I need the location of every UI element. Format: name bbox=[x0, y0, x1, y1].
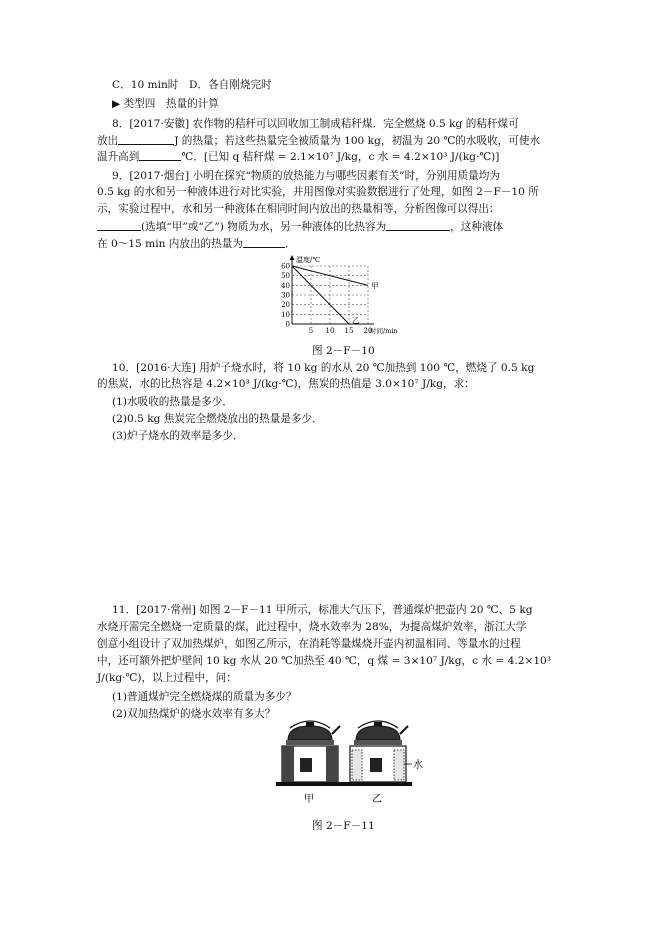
stove-right-icon bbox=[344, 746, 412, 786]
q9-line1: 9．[2017·烟台] 小明在探究“物质的放热能力与哪些因素有关”时，分别用质量均为 bbox=[112, 170, 500, 182]
kettle-right-icon bbox=[354, 721, 408, 745]
label-yi: 乙 bbox=[372, 794, 382, 805]
x-tick-label: 20 bbox=[363, 327, 373, 335]
y-tick-label: 20 bbox=[281, 301, 290, 310]
section-heading: ▶ 类型四 热量的计算 bbox=[112, 98, 219, 110]
q10-part2: (2)0.5 kg 焦炭完全燃烧放出的热量是多少． bbox=[112, 413, 323, 425]
answer-blank bbox=[97, 220, 141, 231]
water-label: 水 bbox=[413, 760, 423, 771]
q9-line5: 在 0～15 min 内放出的热量为 ． bbox=[97, 238, 296, 250]
temperature-time-chart bbox=[276, 254, 406, 336]
y-tick-label: 0 bbox=[285, 320, 290, 329]
x-tick-label: 10 bbox=[325, 327, 335, 335]
q10-line1: 10．[2016·大连] 用炉子烧水时，将 10 kg 的水从 20 ℃加热到 100 ℃，燃烧了 0.5 kg bbox=[112, 362, 535, 374]
y-axis-label: 温度/℃ bbox=[296, 256, 321, 264]
y-tick-label: 60 bbox=[281, 262, 290, 271]
q8-line1: 8．[2017·安徽] 农作物的秸秆可以回收加工制成秸秆煤．完全燃烧 0.5 kg 的秸秆煤可 bbox=[112, 118, 519, 130]
answer-blank bbox=[118, 134, 174, 145]
x-tick-label: 5 bbox=[308, 327, 314, 335]
y-tick-label: 30 bbox=[281, 291, 290, 300]
q11-line3: 创意小组设计了双加热煤炉，如图乙所示，在消耗等量煤烧开壶内初温相同、等量水的过程 bbox=[97, 638, 521, 650]
label-jia: 甲 bbox=[304, 794, 314, 805]
q11-part2: (2)双加热煤炉的烧水效率有多大？ bbox=[112, 708, 276, 720]
q9-line4: (选填“甲”或“乙”) 物质为水，另一种液体的比热容为 ，这种液体 bbox=[97, 220, 503, 234]
q10-part3: (3)炉子烧水的效率是多少． bbox=[112, 430, 244, 442]
figure-11-caption: 图 2－F－11 bbox=[312, 820, 375, 832]
x-tick-label: 15 bbox=[344, 327, 354, 335]
y-tick-label: 10 bbox=[281, 310, 290, 319]
q8-line2: 放出 J 的热量；若这些热量完全被质量为 100 kg，初温为 20 ℃的水吸收，可使水 bbox=[97, 135, 541, 147]
q11-line2: 水烧开需完全燃烧一定质量的煤，此过程中，烧水效率为 28%，为提高煤炉效率，浙江大学 bbox=[97, 621, 527, 633]
q9-line2: 0.5 kg 的水和另一种液体进行对比实验，并用图像对实验数据进行了处理，如图 2－F－10 所 bbox=[97, 186, 539, 198]
q11-line4: 中，还可额外把炉壁间 10 kg 水从 20 ℃加热至 40 ℃，q 煤 = 3×10⁷ J/kg，c 水 = 4.2×10³ bbox=[97, 655, 552, 667]
stove-illustration bbox=[276, 720, 426, 820]
stove-left-icon bbox=[276, 746, 344, 786]
answer-blank bbox=[139, 150, 181, 161]
q11-line1: 11．[2017·常州] 如图 2－F－11 甲所示，标准大气压下，普通煤炉把壶内 20 ℃、5 kg bbox=[112, 604, 533, 616]
q10-part1: (1)水吸收的热量是多少． bbox=[112, 396, 233, 408]
y-tick-label: 50 bbox=[281, 272, 290, 281]
q10-line2: 的焦炭，水的比热容是 4.2×10³ J/(kg·℃)，焦炭的热值是 3.0×10⁷ J/kg，求： bbox=[97, 378, 475, 390]
answer-blank bbox=[243, 237, 285, 248]
answer-blank bbox=[386, 220, 450, 231]
kettle-left-icon bbox=[286, 721, 340, 745]
series-label-yi: 乙 bbox=[352, 316, 360, 325]
option-c-d: C．10 min时 D．各自刚烧完时 bbox=[112, 79, 272, 91]
q8-line3: 温升高到 ℃．[已知 q 秸秆煤 = 2.1×10⁷ J/kg，c 水 = 4.2×10³ J/(kg·℃)] bbox=[97, 151, 500, 163]
figure-10-caption: 图 2－F－10 bbox=[312, 345, 375, 357]
q11-line5: J/(kg·℃)，以上过程中，问： bbox=[97, 672, 237, 684]
y-tick-label: 40 bbox=[281, 281, 290, 290]
x-axis-label: 时间/min bbox=[370, 327, 398, 335]
q11-part1: (1)普通煤炉完全燃烧煤的质量为多少？ bbox=[112, 691, 297, 703]
y-axis-arrow bbox=[290, 255, 295, 260]
series-label-jia: 甲 bbox=[371, 281, 379, 291]
q9-line3: 示，实验过程中，水和另一种液体在相同时间内放出的热量相等，分析图像可以得出： bbox=[97, 203, 500, 215]
